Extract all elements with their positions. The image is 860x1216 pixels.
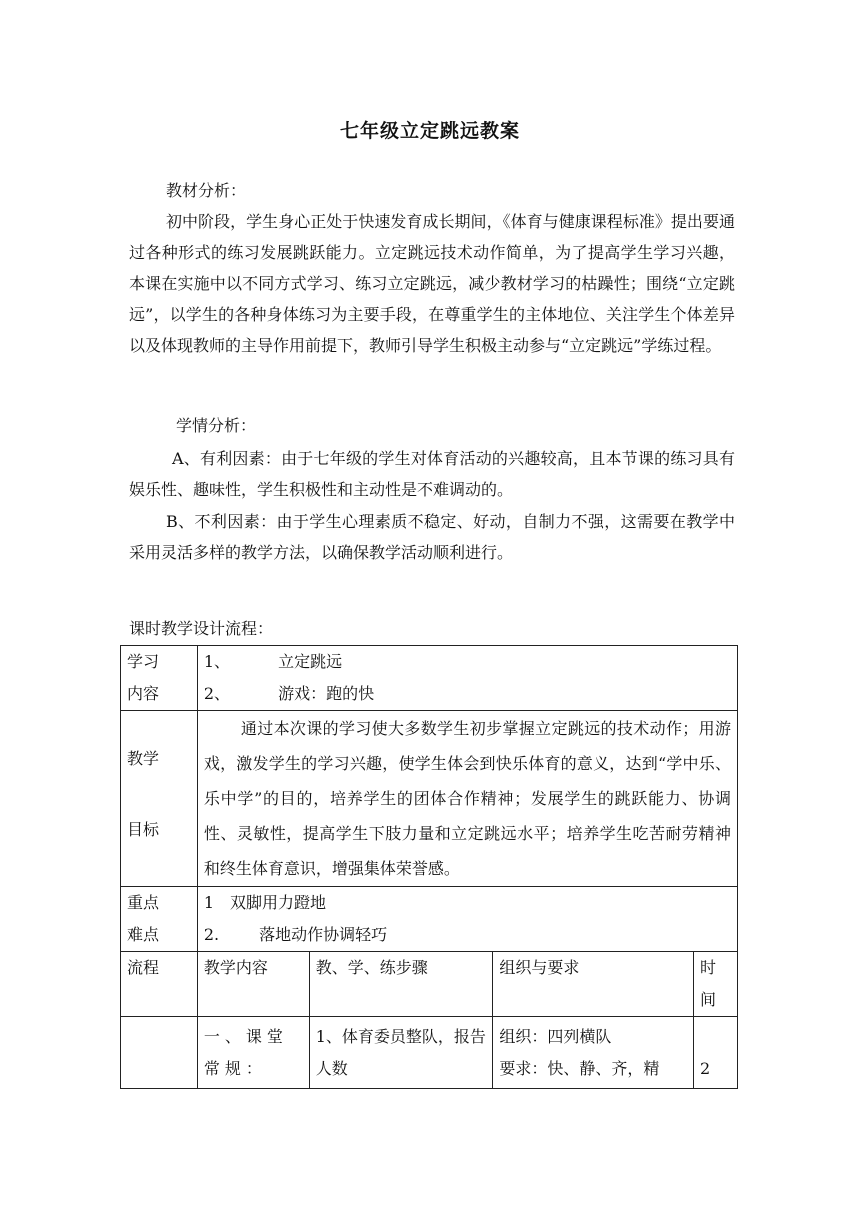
learning-content-row xyxy=(121,646,738,711)
key-point-item: 2. 落地动作协调轻巧 xyxy=(203,925,388,944)
teaching-goals-label: 教学 目标 xyxy=(121,711,198,887)
key-points-row xyxy=(121,887,738,952)
row-content: 一、课堂常规： xyxy=(197,1017,309,1089)
textbook-analysis-body: 初中阶段，学生身心正处于快速发育成长期间，《体育与健康课程标准》提出要通过各种形式的练习发展跳跃能力。立定跳远技术动作简单，为了提高学生学习兴趣，本课在实施中以不同方式学习、练习立定跳远，减少教材学习的枯躁性；围绕“立定跳远”，以学生的各种身体练习为主要手段，在尊重学生的主体地位、关注学生个体差异以及体现教师的主导作用前提下，教师引导学生积极主动参与“立定跳远”学练过程。 xyxy=(129,212,735,355)
content-item: 2、 游戏：跑的快 xyxy=(203,684,375,703)
favorable-factors: A、有利因素：由于七年级的学生对体育活动的兴趣较高，且本节课的练习具有娱乐性、趣味性，学生积极性和主动性是不难调动的。 xyxy=(129,449,735,499)
header-organization: 组织与要求 xyxy=(493,952,694,1017)
header-time: 时 间 xyxy=(694,952,738,1017)
header-flow: 流程 xyxy=(121,952,198,1017)
key-point-item: 1 双脚用力蹬地 xyxy=(203,893,327,912)
row-flow xyxy=(121,1017,198,1089)
key-points-label: 重点 难点 xyxy=(121,887,198,952)
textbook-analysis-label: 教材分析： xyxy=(166,181,247,200)
table-header-row xyxy=(121,952,738,1017)
key-points-items xyxy=(197,887,737,952)
unfavorable-factors: B、不利因素：由于学生心理素质不稳定、好动，自制力不强，这需要在教学中采用灵活多样的教学方法，以确保教学活动顺利进行。 xyxy=(129,512,735,562)
table-row xyxy=(121,1017,738,1089)
content-item: 1、 立定跳远 xyxy=(203,652,343,671)
row-time: 2 xyxy=(694,1017,738,1089)
learning-content-items xyxy=(197,646,737,711)
row-organization: 组织：四列横队 要求：快、静、齐，精 xyxy=(493,1017,694,1089)
design-flow-label: 课时教学设计流程： xyxy=(129,619,274,638)
document-title: 七年级立定跳远教案 xyxy=(339,120,520,142)
teaching-goals-row xyxy=(121,711,738,887)
learning-content-label: 学习 内容 xyxy=(121,646,198,711)
teaching-goals-text: 通过本次课的学习使大多数学生初步掌握立定跳远的技术动作；用游戏，激发学生的学习兴趣，使学生体会到快乐体育的意义，达到“学中乐、乐中学”的目的，培养学生的团体合作精神；发展学生的跳跃能力、协调性、灵敏性，提高学生下肢力量和立定跳远水平；培养学生吃苦耐劳精神和终生体育意识，增强集体荣誉感。 xyxy=(197,711,737,887)
header-content: 教学内容 xyxy=(197,952,309,1017)
header-steps: 教、学、练步骤 xyxy=(309,952,493,1017)
lesson-plan-table xyxy=(120,645,738,1089)
row-steps: 1、体育委员整队，报告人数 xyxy=(309,1017,493,1089)
learner-analysis-label: 学情分析： xyxy=(176,416,257,435)
